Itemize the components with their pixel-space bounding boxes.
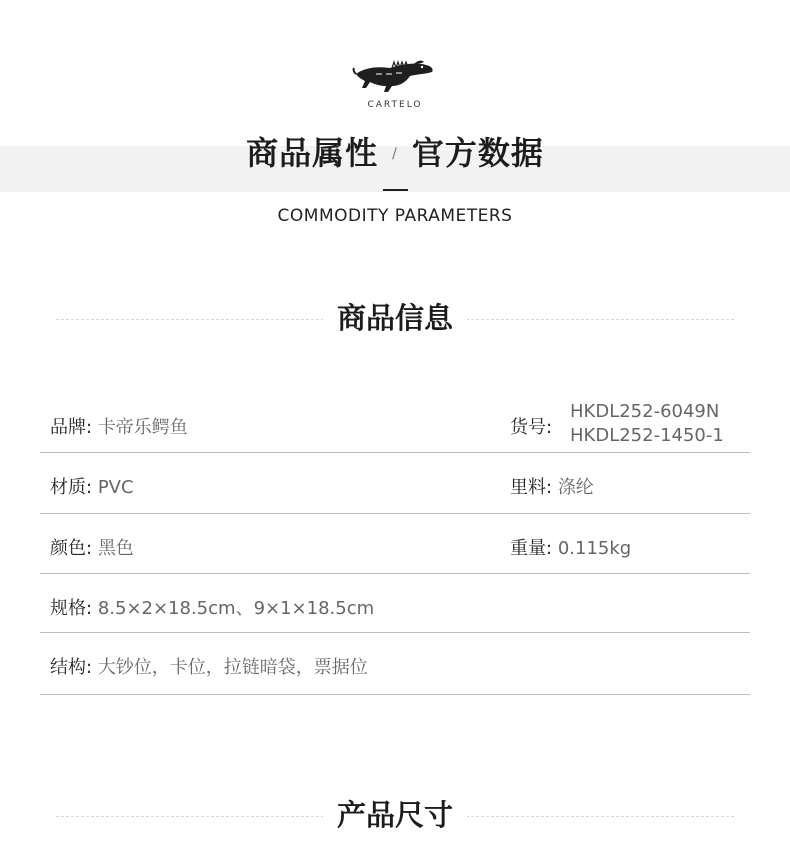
spec-value: 大钞位，卡位，拉链暗袋，票据位 [97,657,368,678]
title-separator: / [392,146,398,162]
spec-label: 重量: [510,538,553,559]
spec-label: 材质: [50,477,93,498]
title-underline [383,189,408,191]
section-info-title: 商品信息 [323,298,467,338]
crocodile-icon [352,52,438,98]
spec-row [40,453,750,514]
spec-value: 0.115kg [557,538,632,559]
page-subtitle: COMMODITY PARAMETERS [277,206,513,226]
spec-value: 黑色 [97,538,134,559]
brand-logo [350,52,440,120]
spec-label: 颜色: [50,538,93,559]
spec-row [40,574,750,633]
sku-line: HKDL252-1450-1 [570,425,724,446]
spec-label-sku: 货号: [510,417,553,438]
spec-value: 8.5×2×18.5cm、9×1×18.5cm [97,598,375,619]
spec-label: 里料: [510,477,553,498]
spec-label: 品牌: [50,417,93,438]
title-right: 官方数据 [411,134,544,172]
section-size-title: 产品尺寸 [323,795,467,835]
spec-value: PVC [97,477,134,498]
spec-row [40,514,750,574]
spec-row [40,633,750,695]
page-title [0,128,790,174]
spec-item-color [50,534,134,560]
spec-item-brand [50,413,188,439]
spec-item-lining [510,473,594,499]
section-info-header [56,298,734,342]
spec-value: 卡帝乐鳄鱼 [97,417,188,438]
section-size-header [56,795,734,839]
spec-row [40,393,750,453]
spec-item-structure [50,653,368,679]
spec-item-weight [510,534,631,560]
spec-item-material [50,473,134,499]
brand-name: CARTELO [367,100,423,110]
spec-value: 涤纶 [557,477,594,498]
spec-label: 结构: [50,657,93,678]
sku-line: HKDL252-6049N [570,401,720,422]
spec-label: 规格: [50,598,93,619]
spec-item-size [50,594,374,620]
title-left: 商品属性 [246,134,379,172]
spec-value-sku [570,400,724,448]
